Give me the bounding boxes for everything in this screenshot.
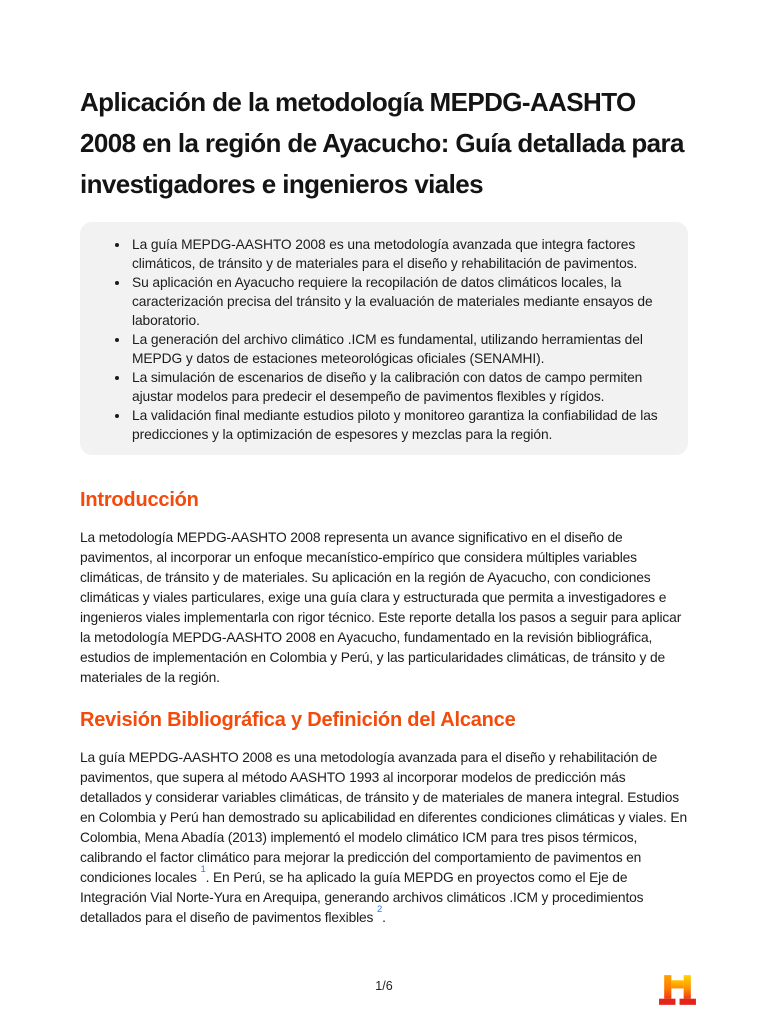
summary-bullet: • Su aplicación en Ayacucho requiere la recopilación de datos climáticos locales, la caracterización precisa del tránsito y la evaluación de materiales mediante ensayos de laboratorio. <box>130 273 668 330</box>
summary-bullet: • La validación final mediante estudios piloto y monitoreo garantiza la confiabilidad de las predicciones y la optimización de espesores y mezclas para la región. <box>130 406 668 444</box>
section-heading-introduccion: Introducción <box>80 489 199 511</box>
section-heading-revision-bibliografica: Revisión Bibliográfica y Definición del Alcance <box>80 709 516 731</box>
citation-link-2[interactable]: 2 <box>377 904 383 916</box>
page-number: 1/6 <box>375 979 393 993</box>
summary-bullet: • La guía MEPDG-AASHTO 2008 es una metodología avanzada que integra factores climáticos, de tránsito y de materiales para el diseño y rehabilitación de pavimentos. <box>130 235 668 273</box>
review-paragraph-text: La guía MEPDG-AASHTO 2008 es una metodología avanzada para el diseño y rehabilitación de pavimentos, que supera al método AASHTO 1993 al incorporar modelos de predicción más detallados y considerar variables climáticas, de tránsito y de materiales de manera integral. Estudios en Colombia y Perú han demostrado su aplicabilidad en diferentes condiciones climáticas y viales. En Colombia, Mena Abadía (2013) implementó el modelo climático ICM para tres pisos térmicos, calibrando el factor climático para mejorar la predicción del comportamiento de pavimentos en condiciones locales <box>80 750 687 885</box>
document-title: Aplicación de la metodología MEPDG-AASHTO 2008 en la región de Ayacucho: Guía detallada para investigadores e ingenieros viales <box>80 87 684 199</box>
pixel-m-logo-icon <box>657 975 698 1006</box>
review-paragraph-text: . <box>382 910 386 925</box>
summary-bullet-list <box>106 235 668 444</box>
review-paragraph-text: . En Perú, se ha aplicado la guía MEPDG en proyectos como el Eje de Integración Vial Norte-Yura en Arequipa, generando archivos climáticos .ICM y procedimientos detallados para el diseño de pavimentos flexibles <box>80 870 644 925</box>
intro-paragraph: La metodología MEPDG-AASHTO 2008 representa un avance significativo en el diseño de pavimentos, al incorporar un enfoque mecanístico-empírico que considera múltiples variables climáticas, de tránsito y de materiales. Su aplicación en la región de Ayacucho, con condiciones climáticas y viales particulares, exige una guía clara y estructurada que permita a investigadores e ingenieros viales implementarla con rigor técnico. Este reporte detalla los pasos a seguir para aplicar la metodología MEPDG-AASHTO 2008 en Ayacucho, fundamentado en la revisión bibliográfica, estudios de implementación en Colombia y Perú, y las particularidades climáticas, de tránsito y de materiales de la región. <box>80 530 682 685</box>
citation-link-1[interactable]: 1 <box>200 864 206 876</box>
summary-bullet: • La simulación de escenarios de diseño y la calibración con datos de campo permiten ajustar modelos para predecir el desempeño de pavimentos flexibles y rígidos. <box>130 368 668 406</box>
summary-bullet: • La generación del archivo climático .ICM es fundamental, utilizando herramientas del MEPDG y datos de estaciones meteorológicas oficiales (SENAMHI). <box>130 330 668 368</box>
review-paragraph <box>80 748 688 928</box>
summary-box <box>80 222 688 455</box>
